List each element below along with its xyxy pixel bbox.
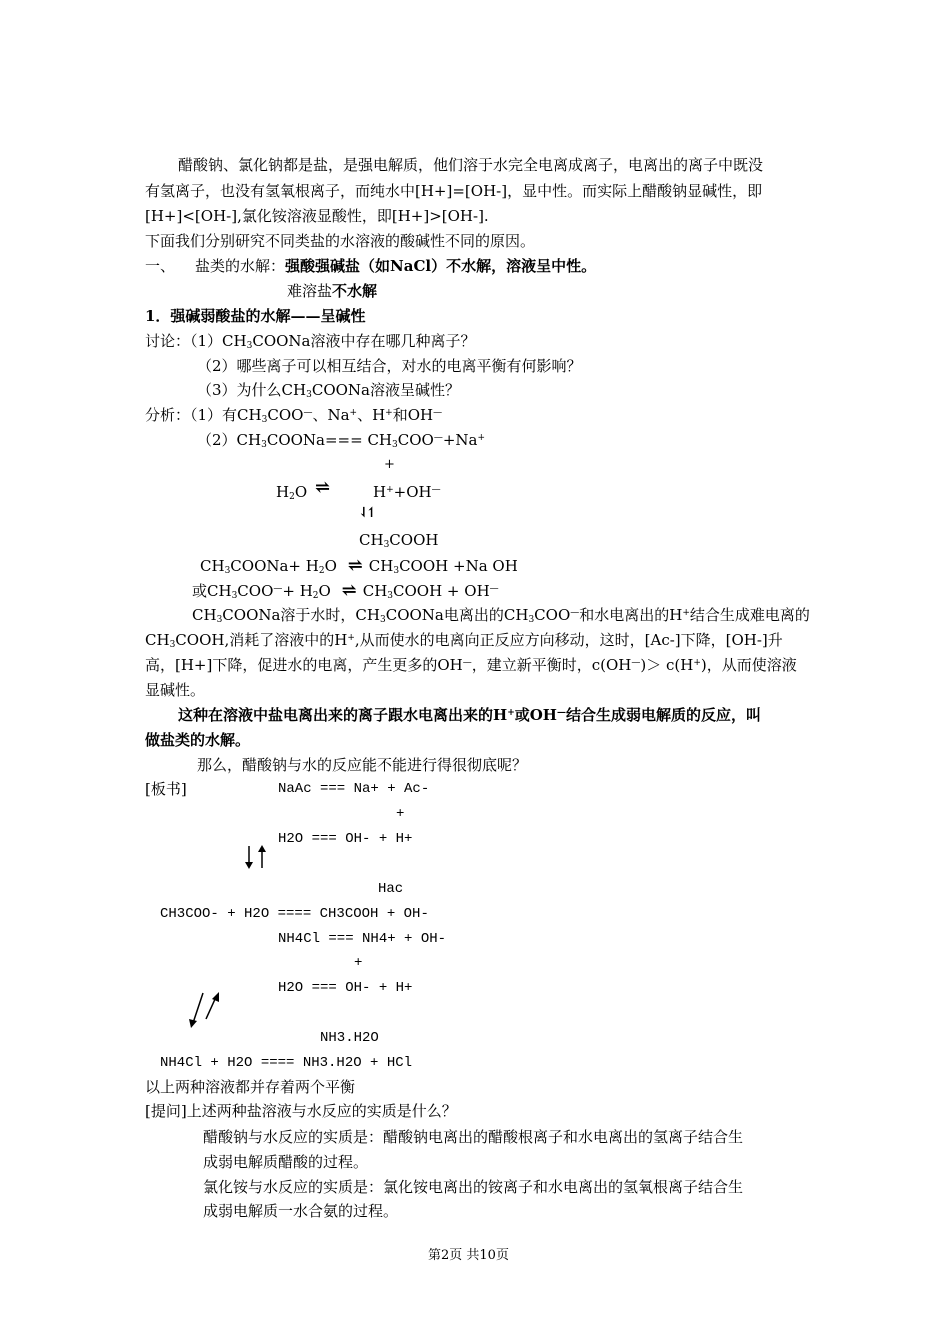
- reaction-1: $CH_3COONa+ H_2O$ ⇌ $CH_3COOH +Na$ OH: [200, 555, 518, 576]
- page-footer: 第2页 共10页: [428, 1248, 509, 1263]
- acetic-acid: $CH_3COOH$: [359, 531, 439, 550]
- vertical-equilibrium-icon: ⇃↿: [358, 505, 374, 521]
- acetate-hydrolysis-reaction: CH3COO- + H2O ==== CH3COOH + OH-: [160, 906, 429, 922]
- insoluble-salt-line: [287, 281, 377, 301]
- definition-line-1: 这种在溶液中盐电离出来的离子跟水电离出来的H+或OH—结合生成弱电解质的反应，叫: [178, 706, 761, 724]
- summary-line: 以上两种溶液都并存着两个平衡: [145, 1078, 356, 1096]
- answer-2-line-2: 成弱电解质一水合氨的过程。: [203, 1202, 399, 1220]
- intro-line-3: [H+]<[OH-],氯化铵溶液显酸性，即[H+]>[OH-].: [145, 207, 489, 225]
- board-plus-1: +: [396, 806, 405, 822]
- water-molecule: $H_2O$: [276, 483, 308, 502]
- section-heading: [145, 256, 596, 276]
- board-plus-2: +: [354, 955, 363, 971]
- double-arrow-icon: [242, 843, 270, 871]
- subsection-title: 1．强碱弱酸盐的水解——呈碱性: [145, 307, 366, 325]
- no-hydrolysis-label: 不水解: [332, 282, 378, 300]
- definition-line-2: 做盐类的水解。: [145, 731, 251, 749]
- water-ionization-2: H2O === OH- + H+: [278, 980, 413, 996]
- board-label: [板书]: [145, 780, 187, 798]
- discussion-q2: （2）哪些离子可以相互结合，对水的电离平衡有何影响？: [197, 357, 582, 375]
- ammonium-hydrolysis-reaction: NH4Cl + H2O ==== NH3.H2O + HCl: [160, 1055, 413, 1071]
- naac-ionization: NaAc === Na+ + Ac-: [278, 781, 430, 797]
- answer-1-line-2: 成弱电解质醋酸的过程。: [203, 1153, 369, 1171]
- equilibrium-icon: ⇌: [315, 477, 331, 498]
- explain-line-1: $CH_3COONa$溶于水时，$CH_3COONa$电离出的$CH_3COO^—$和水电离出的H+结合生成难电离的: [192, 606, 810, 625]
- water-ionization-1: H2O === OH- + H+: [278, 831, 413, 847]
- explain-line-3: 高，[H+]下降，促进水的电离，产生更多的OH—，建立新平衡时，c(OH—)＞ c(H+)，从而使溶液: [145, 656, 797, 674]
- explain-line-4: 显碱性。: [145, 681, 206, 699]
- analysis-label: 分析：: [145, 406, 191, 424]
- section-number: 一、: [145, 257, 176, 275]
- answer-1-line-1: 醋酸钠与水反应的实质是：醋酸钠电离出的醋酸根离子和水电离出的氢离子结合生: [203, 1128, 744, 1146]
- ask-line: [提问]上述两种盐溶液与水反应的实质是什么？: [145, 1102, 457, 1120]
- explain-line-2: $CH_3COOH$,消耗了溶液中的H+,从而使水的电离向正反应方向移动，这时，[Ac-]下降，[OH-]升: [145, 631, 783, 650]
- plus-sign: +: [384, 457, 395, 472]
- analysis-a1: 分析：（1）有$CH_3COO^—$、Na+、H+和OH—: [145, 406, 443, 425]
- intro-line-1: 醋酸钠、氯化钠都是盐，是强电解质，他们溶于水完全电离成离子，电离出的离子中既没: [178, 156, 764, 174]
- section-lead: 盐类的水解：: [195, 257, 286, 275]
- nh4cl-ionization: NH4Cl === NH4+ + OH-: [278, 931, 447, 947]
- equilibrium-icon: ⇌: [341, 580, 357, 601]
- equilibrium-icon: ⇌: [347, 555, 363, 576]
- hac-label: Hac: [378, 881, 404, 897]
- discussion-q1: 讨论：$(1)CH_3COONa$溶液中存在哪几种离子？: [145, 332, 476, 351]
- water-ions: H++OH—: [373, 483, 441, 501]
- intro-line-2: 有氢离子，也没有氢氧根离子，而纯水中[H+]=[OH-]，显中性。而实际上醋酸钠显碱性，即: [145, 182, 763, 200]
- question-line: 那么，醋酸钠与水的反应能不能进行得很彻底呢？: [197, 756, 528, 774]
- answer-2-line-1: 氯化铵与水反应的实质是：氯化铵电离出的铵离子和水电离出的氢氧根离子结合生: [203, 1178, 744, 1196]
- analysis-a2: $(2)CH_3COONa=== CH_3COO^—+Na^+$: [197, 431, 486, 450]
- diagonal-double-arrow-icon: [185, 989, 225, 1031]
- discussion-label: 讨论：: [145, 332, 191, 350]
- reaction-2: 或$CH_3COO^—+ H_2O$ ⇌ $CH_3COOH + OH^—$: [192, 580, 499, 601]
- insoluble-salt-label: 难溶盐: [287, 282, 333, 300]
- discussion-q3: （3）为什么$CH_3COONa$溶液呈碱性？: [197, 381, 460, 400]
- ammonia-hydrate-label: NH3.H2O: [320, 1030, 379, 1046]
- intro-line-4: 下面我们分别研究不同类盐的水溶液的酸碱性不同的原因。: [145, 232, 536, 250]
- section-bold-statement: 强酸强碱盐（如NaCl）不水解，溶液呈中性。: [285, 257, 597, 275]
